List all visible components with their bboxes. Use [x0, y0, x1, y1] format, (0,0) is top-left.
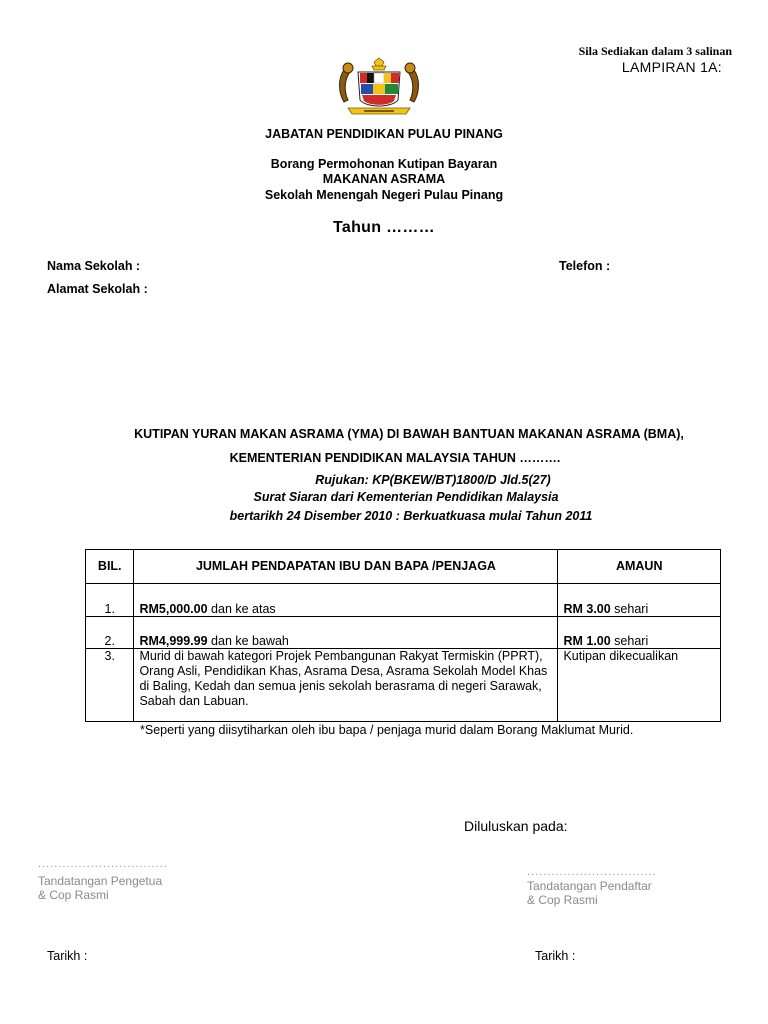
form-subject: MAKANAN ASRAMA	[322, 172, 446, 186]
section-title-line1: KUTIPAN YURAN MAKAN ASRAMA (YMA) DI BAWAH BANTUAN MAKANAN ASRAMA (BMA),	[134, 427, 684, 441]
principal-signature-line2: & Cop Rasmi	[38, 888, 109, 902]
fee-amount: RM 1.00	[563, 633, 611, 648]
reference-number: Rujukan: KP(BKEW/BT)1800/D Jld.5(27)	[315, 473, 551, 487]
amount-cell	[558, 648, 721, 721]
income-amount: RM5,000.00	[139, 602, 208, 617]
table-row	[86, 648, 721, 721]
fee-period: sehari	[610, 633, 649, 648]
copies-note: Sila Sediakan dalam 3 salinan	[578, 44, 732, 58]
column-header-no: BIL.	[86, 550, 134, 584]
registrar-signature-line1: Tandatangan Pendaftar	[527, 879, 652, 893]
department-title: JABATAN PENDIDIKAN PULAU PINANG	[265, 127, 503, 141]
exemption-note: Kutipan dikecualikan	[563, 648, 679, 663]
table-row	[86, 583, 721, 617]
year-field: Tahun ………	[333, 219, 435, 236]
row-number: 1.	[86, 583, 134, 617]
principal-signature-label	[38, 874, 162, 902]
date-label-right: Tarikh :	[535, 949, 576, 963]
income-cell	[134, 617, 558, 649]
income-cell	[134, 583, 558, 617]
registrar-signature-line: ................................	[527, 866, 657, 878]
table-header-row	[86, 550, 721, 584]
fee-period: sehari	[610, 602, 649, 617]
reference-circular: Surat Siaran dari Kementerian Pendidikan Malaysia	[253, 490, 559, 504]
section-title-line2: KEMENTERIAN PENDIDIKAN MALAYSIA TAHUN ……….	[229, 451, 561, 465]
table-row	[86, 617, 721, 649]
school-name-label: Nama Sekolah :	[47, 259, 141, 273]
fee-amount: RM 3.00	[563, 602, 611, 617]
school-type: Sekolah Menengah Negeri Pulau Pinang	[264, 188, 504, 202]
school-address-label: Alamat Sekolah :	[47, 282, 148, 296]
phone-label: Telefon :	[559, 259, 611, 273]
date-label-left: Tarikh :	[47, 949, 88, 963]
form-title: Borang Permohonan Kutipan Bayaran	[270, 157, 498, 171]
column-header-amount: AMAUN	[558, 550, 721, 584]
malaysia-coat-of-arms	[334, 56, 424, 122]
registrar-signature-label	[527, 879, 652, 907]
exempt-categories: Murid di bawah kategori Projek Pembangunan Rakyat Termiskin (PPRT), Orang Asli, Pendidikan Khas, Asrama Desa, Asrama Sekolah Model Khas di Baling, Kedah dan semua jenis sekolah berasrama di negeri Sarawak, Sabah dan Labuan.	[139, 648, 548, 708]
fees-table	[85, 549, 721, 722]
table-footnote: *Seperti yang diisytiharkan oleh ibu bapa / penjaga murid dalam Borang Maklumat Murid.	[140, 723, 634, 737]
income-amount: RM4,999.99	[139, 633, 208, 648]
reference-date: bertarikh 24 Disember 2010 : Berkuatkuasa mulai Tahun 2011	[229, 509, 593, 523]
income-condition: dan ke atas	[207, 602, 276, 617]
amount-cell	[558, 617, 721, 649]
column-header-income: JUMLAH PENDAPATAN IBU DAN BAPA /PENJAGA	[134, 550, 558, 584]
row-number: 2.	[86, 617, 134, 649]
principal-signature-line1: Tandatangan Pengetua	[38, 874, 163, 888]
registrar-signature-line2: & Cop Rasmi	[527, 893, 598, 907]
income-condition: dan ke bawah	[207, 633, 289, 648]
amount-cell	[558, 583, 721, 617]
principal-signature-line: ................................	[38, 858, 168, 870]
row-number: 3.	[86, 648, 134, 721]
appendix-label: LAMPIRAN 1A:	[621, 59, 722, 75]
approved-on-label: Diluluskan pada:	[464, 818, 568, 834]
income-cell	[134, 648, 558, 721]
